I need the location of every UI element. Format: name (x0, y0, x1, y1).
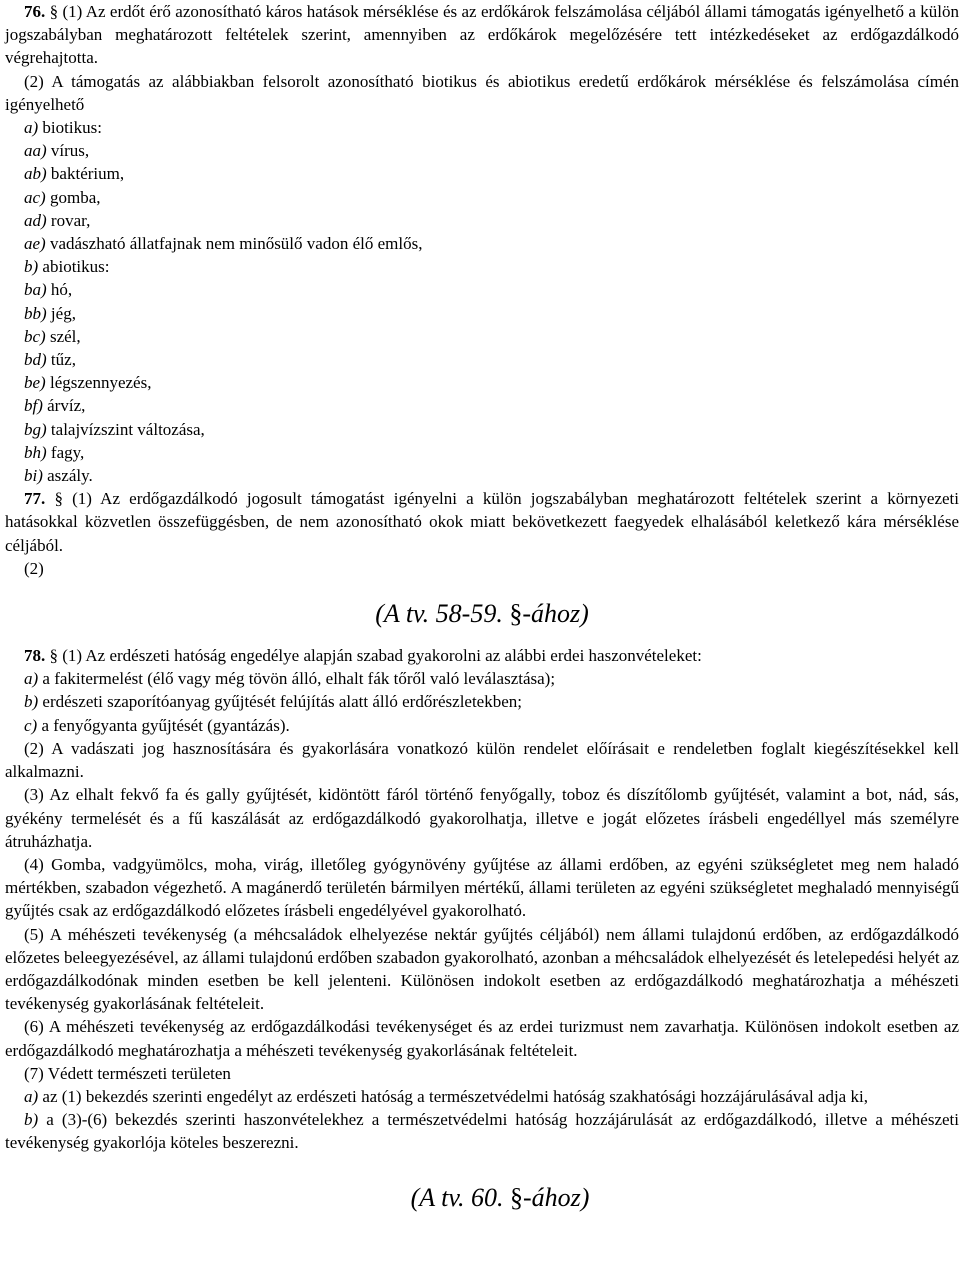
list-marker: ae) (24, 234, 46, 254)
list-item-text: a (3)-(6) bekezdés szerinti haszonvételekhez a természetvédelmi hatóság hozzájárulását az erdőgazdálkodó, illetve a méhészeti tevékenység gyakorlója köteles beszerezni. (5, 1110, 959, 1153)
list-marker: b) (24, 692, 39, 712)
section-number: 77. (24, 489, 46, 509)
list-item (5, 325, 959, 348)
list-item-text: tűz, (50, 350, 76, 370)
list-item (5, 348, 959, 371)
list-marker: be) (24, 373, 46, 393)
list-marker: ab) (24, 164, 47, 184)
list-marker: a) (24, 118, 39, 138)
section-78-paragraph-1 (5, 644, 959, 667)
list-item (5, 690, 959, 713)
section-76-paragraph-1 (5, 0, 959, 70)
section-78-paragraph-4: (4) Gomba, vadgyümölcs, moha, virág, illetőleg gyógynövény gyűjtése az állami erdőben, az egyéni szükségletet meg nem haladó mértékben, szabadon végezhető. A magánerdő területén bármilyen mértékű, állami területen az egyéni szükségletet meghaladó mennyiségű gyűjtés csak az erdőgazdálkodó előzetes írásbeli engedélyével gyakorolható. (5, 854, 959, 921)
list-item-text: jég, (50, 303, 76, 323)
list-item-text: árvíz, (47, 396, 86, 416)
list-marker: bh) (24, 442, 47, 462)
list-item (5, 186, 959, 209)
list-item (5, 139, 959, 162)
list-item (5, 162, 959, 185)
list-marker: bc) (24, 326, 46, 346)
section-78-paragraph-5: (5) A méhészeti tevékenység (a méhcsaládok elhelyezése nektár gyűjtés céljából) nem állami tulajdonú erdőben, az erdőgazdálkodó előzetes beleegyezésével, az állami tulajdonú erdőben szabadon gyakorolható, azonban a méhcsaládok elhelyezését és letelepedési helyét az erdőgazdálkodónak minden esetben be kell jelenteni. Különösen indokolt esetben az erdőgazdálkodó meghatározhatja a méhészeti tevékenység gyakorlásának feltételeit. (5, 924, 959, 1014)
list-item (5, 441, 959, 464)
list-item (5, 1108, 959, 1154)
list-item-text: a fakitermelést (élő vagy még tövön álló, elhalt fák tőről való leválasztása); (42, 669, 556, 689)
list-marker: bd) (24, 350, 47, 370)
list-item (5, 302, 959, 325)
list-item (5, 464, 959, 487)
list-marker: bf) (24, 396, 43, 416)
list-item (5, 394, 959, 417)
section-number: 78. (24, 646, 46, 666)
list-marker: aa) (24, 141, 47, 161)
paragraph-text: § (1) Az erdőt érő azonosítható káros hatások mérséklése és az erdőkárok felszámolása céljából állami támogatás igényelhető a külön jogszabályban meghatározott feltételek szerint, amennyiben az erdőkárok megelőzésére tett intézkedéseket az erdőgazdálkodó végrehajtotta. (5, 2, 960, 68)
list-item-text: gomba, (49, 187, 101, 207)
paragraph-text: § (1) Az erdészeti hatóság engedélye alapján szabad gyakorolni az alábbi erdei haszonvételeket: (49, 646, 702, 666)
list-item-text: légszennyezés, (49, 373, 152, 393)
list-marker: b) (24, 1110, 39, 1130)
section-78-paragraph-6: (6) A méhészeti tevékenység az erdőgazdálkodási tevékenységet és az erdei turizmust nem zavarhatja. Különösen indokolt esetben az erdőgazdálkodó meghatározhatja a méhészeti tevékenység gyakorlásának feltételeit. (5, 1017, 959, 1060)
section-77-paragraph-2: (2) (24, 558, 44, 578)
section-77-paragraph-1 (5, 487, 959, 557)
list-item-text: vadászható állatfajnak nem minősülő vadon élő emlős, (49, 234, 423, 254)
section-sign: § (509, 599, 523, 629)
list-item-text: fagy, (50, 442, 85, 462)
list-item-text: hó, (50, 280, 73, 300)
list-item-text: szél, (49, 326, 81, 346)
list-item-text: az (1) bekezdés szerinti engedélyt az erdészeti hatóság a természetvédelmi hatóság szakhatósági hozzájárulásával adja ki, (42, 1086, 868, 1106)
section-heading-60 (5, 1183, 959, 1213)
section-heading-58-59 (5, 599, 959, 629)
list-item (5, 255, 959, 278)
list-marker: bi) (24, 466, 43, 486)
list-marker: ac) (24, 187, 46, 207)
list-item-text: biotikus: (42, 118, 102, 138)
heading-suffix: -ához) (522, 599, 589, 629)
list-marker: a) (24, 1086, 39, 1106)
list-marker: ba) (24, 280, 47, 300)
section-76-paragraph-2: (2) A támogatás az alábbiakban felsorolt azonosítható biotikus és abiotikus eredetű erdőkárok mérséklése és felszámolása címén igényelhető (5, 71, 959, 114)
list-item-text: rovar, (50, 210, 91, 230)
list-item (5, 1085, 959, 1108)
list-item (5, 714, 959, 737)
list-item (5, 418, 959, 441)
list-marker: bb) (24, 303, 47, 323)
section-sign: § (509, 1182, 523, 1212)
list-item-text: talajvízszint változása, (50, 419, 205, 439)
list-item-text: vírus, (50, 141, 90, 161)
list-marker: b) (24, 257, 39, 277)
list-item-text: baktérium, (50, 164, 125, 184)
heading-text: (A tv. 58-59. (375, 599, 510, 629)
list-item (5, 278, 959, 301)
list-item-text: abiotikus: (42, 257, 110, 277)
list-item-text: erdészeti szaporítóanyag gyűjtését felújítás alatt álló erdőrészletekben; (42, 692, 522, 712)
list-marker: ad) (24, 210, 47, 230)
list-item (5, 667, 959, 690)
list-marker: a) (24, 669, 39, 689)
list-item-text: a fenyőgyanta gyűjtését (gyantázás). (41, 715, 290, 735)
list-marker: bg) (24, 419, 47, 439)
list-item (5, 116, 959, 139)
section-number: 76. (24, 2, 46, 21)
list-item (5, 232, 959, 255)
list-item (5, 209, 959, 232)
heading-text: (A tv. 60. (410, 1182, 510, 1212)
document-page (5, 0, 959, 1213)
paragraph-text: § (1) Az erdőgazdálkodó jogosult támogatást igényelni a külön jogszabályban meghatározott feltételek szerint a környezeti hatásokkal közvetlen összefüggésben, de nem azonosítható okok miatt bekövetkezett faegyedek elhalásából keletkező kára mérséklése céljából. (5, 489, 959, 555)
section-78-paragraph-7: (7) Védett természeti területen (24, 1063, 231, 1083)
section-78-paragraph-2: (2) A vadászati jog hasznosítására és gyakorlására vonatkozó külön rendelet előírásait e rendeletben foglalt kiegészítésekkel kell alkalmazni. (5, 738, 959, 782)
list-marker: c) (24, 715, 38, 735)
list-item (5, 371, 959, 394)
heading-suffix: -ához) (522, 1182, 590, 1212)
list-item-text: aszály. (47, 466, 93, 486)
section-78-paragraph-3: (3) Az elhalt fekvő fa és gally gyűjtését, kidöntött fáról történő fenyőgally, toboz és díszítőlomb gyűjtését, valamint a bot, nád, sás, gyékény termelését és a fű kaszálását az erdőgazdálkodó gyakorolhatja, illetve e jogát előzetes írásbeli engedéllyel más személyre átruházhatja. (5, 785, 959, 851)
